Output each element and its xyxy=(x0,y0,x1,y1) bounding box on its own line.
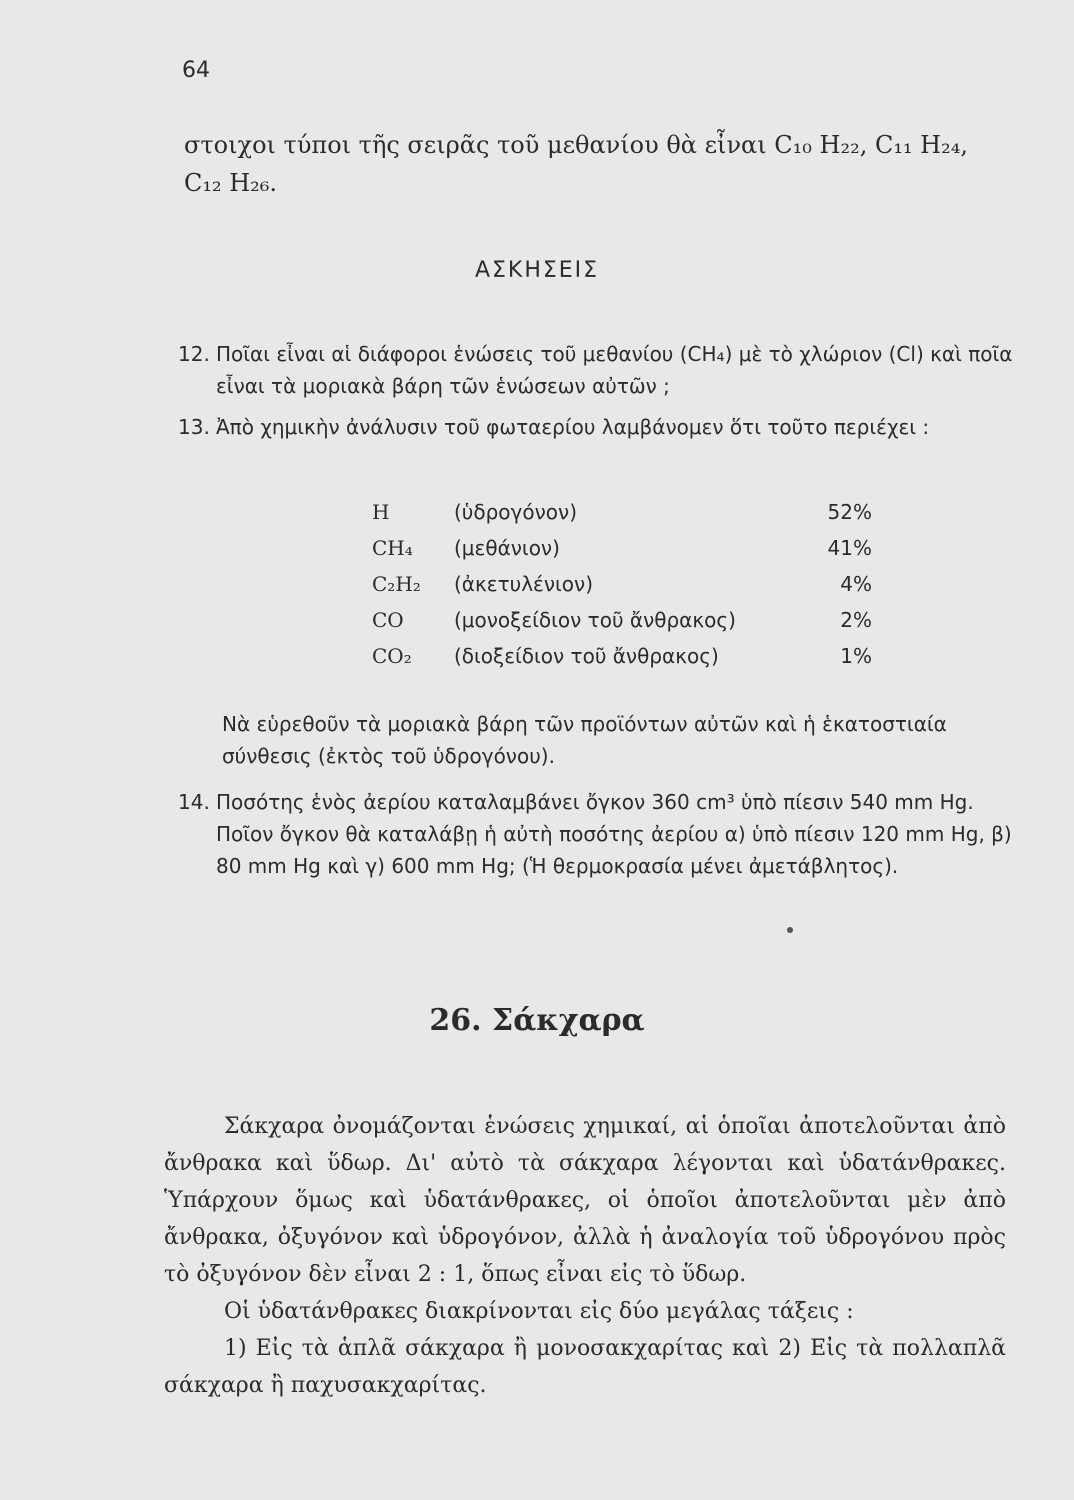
exercise-14 xyxy=(178,786,1028,882)
percent: 2% xyxy=(840,608,872,632)
exercise-12 xyxy=(178,338,1028,402)
section-body xyxy=(164,1108,1006,1404)
exercise-text: Ποσότης ἑνὸς ἀερίου καταλαμβάνει ὄγκον 360 cm³ ὑπὸ πίεσιν 540 mm Hg. Ποῖον ὄγκον θὰ καταλάβῃ ἡ αὐτὴ ποσότης ἀερίου α) ὑπὸ πίεσιν 120 mm Hg, β) 80 mm Hg καὶ γ) 600 mm Hg; (Ἡ θερμοκρασία μένει ἀμετάβλητος). xyxy=(216,790,1012,878)
paragraph: Οἱ ὑδατάνθρακες διακρίνονται εἰς δύο μεγάλας τάξεις : xyxy=(224,1299,854,1324)
intro-text xyxy=(184,126,1034,202)
intro-line-2: C₁₂ H₂₆. xyxy=(184,169,278,197)
table-row xyxy=(372,572,872,608)
table-row xyxy=(372,536,872,572)
compound-name: (ὑδρογόνον) xyxy=(454,500,577,524)
percent: 41% xyxy=(827,536,872,560)
compound-name: (διοξείδιον τοῦ ἄνθρακος) xyxy=(454,644,719,668)
exercise-text: Ποῖαι εἶναι αἱ διάφοροι ἑνώσεις τοῦ μεθανίου (CH₄) μὲ τὸ χλώριον (Cl) καὶ ποῖα εἶναι τὰ μοριακὰ βάρη τῶν ἑνώσεων αὐτῶν ; xyxy=(216,342,1013,398)
print-speck xyxy=(787,927,793,933)
paragraph: Σάκχαρα ὀνομάζονται ἑνώσεις χημικαί, αἱ ὁποῖαι ἀποτελοῦνται ἀπὸ ἄνθρακα καὶ ὕδωρ. Δι' αὐτὸ τὰ σάκχαρα λέγονται καὶ ὑδατάνθρακες. Ὑπάρχουν ὅμως καὶ ὑδατάνθρακες, οἱ ὁποῖοι ἀποτελοῦνται μὲν ἀπὸ ἄνθρακα, ὀξυγόνον καὶ ὑδρογόνον, ἀλλὰ ἡ ἀναλογία τοῦ ὑδρογόνου πρὸς τὸ ὀξυγόνον δὲν εἶναι 2 : 1, ὅπως εἶναι εἰς τὸ ὕδωρ. xyxy=(164,1114,1006,1287)
formula: CO₂ xyxy=(372,644,412,668)
gas-composition-table xyxy=(372,500,872,680)
section-title: 26. Σάκχαρα xyxy=(429,1003,645,1038)
exercise-number: 12. xyxy=(178,342,210,366)
exercises-heading: ΑΣΚΗΣΕΙΣ xyxy=(474,258,600,283)
exercise-13 xyxy=(178,411,1028,443)
table-row xyxy=(372,644,872,680)
formula: C₂H₂ xyxy=(372,572,421,596)
table-row xyxy=(372,500,872,536)
formula: CH₄ xyxy=(372,536,413,560)
compound-name: (μονοξείδιον τοῦ ἄνθρακος) xyxy=(454,608,736,632)
intro-line-1: στοιχοι τύποι τῆς σειρᾶς τοῦ μεθανίου θὰ εἶναι C₁₀ H₂₂, C₁₁ H₂₄, xyxy=(184,131,968,159)
exercise-number: 14. xyxy=(178,790,210,814)
exercise-13-task: Νὰ εὑρεθοῦν τὰ μοριακὰ βάρη τῶν προϊόντων αὐτῶν καὶ ἡ ἑκατοστιαία σύνθεσις (ἐκτὸς τοῦ ὑδρογόνου). xyxy=(222,712,947,768)
exercise-number: 13. xyxy=(178,415,210,439)
compound-name: (μεθάνιον) xyxy=(454,536,560,560)
page-number: 64 xyxy=(182,58,210,83)
exercise-text: Ἀπὸ χημικὴν ἀνάλυσιν τοῦ φωταερίου λαμβάνομεν ὅτι τοῦτο περιέχει : xyxy=(216,415,930,439)
percent: 4% xyxy=(840,572,872,596)
formula: CO xyxy=(372,608,404,632)
paragraph: 1) Εἰς τὰ ἁπλᾶ σάκχαρα ἢ μονοσακχαρίτας καὶ 2) Εἰς τὰ πολλαπλᾶ σάκχαρα ἢ παχυσακχαρίτας. xyxy=(164,1336,1006,1398)
percent: 1% xyxy=(840,644,872,668)
percent: 52% xyxy=(827,500,872,524)
table-row xyxy=(372,608,872,644)
formula: H xyxy=(372,500,390,524)
compound-name: (ἀκετυλένιον) xyxy=(454,572,593,596)
